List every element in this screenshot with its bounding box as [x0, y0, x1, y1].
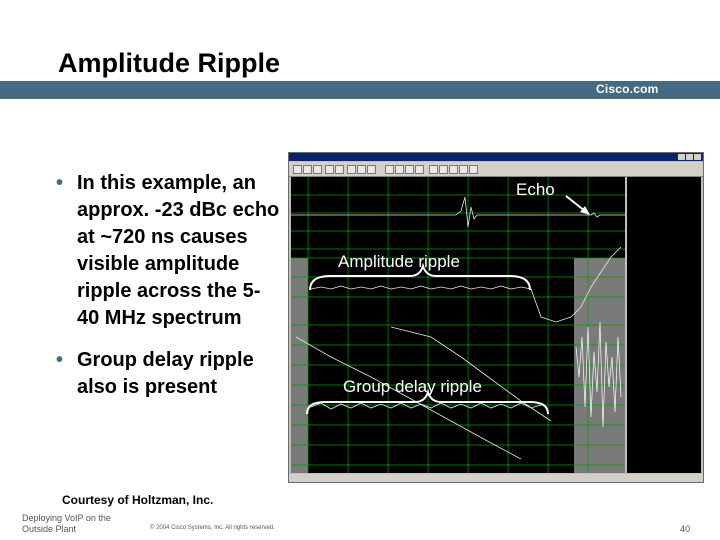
- bullet-dot-icon: •: [56, 172, 64, 194]
- slide-title: Amplitude Ripple: [58, 48, 280, 78]
- footer-presentation-title: Deploying VoIP on the Outside Plant: [22, 513, 111, 534]
- page-number: 40: [680, 524, 691, 534]
- bullet-text: In this example, an approx. -23 dBc echo at ~720 ns causes visible amplitude ripple across the 5-40 MHz spectrum: [77, 172, 280, 329]
- echo-label: Echo: [516, 180, 555, 199]
- cisco-logo-text: Cisco.com: [596, 82, 659, 96]
- group-delay-brace-icon: [307, 392, 548, 414]
- footer-copyright: © 2004 Cisco Systems, Inc. All rights reserved.: [150, 525, 275, 531]
- amplitude-ripple-label: Amplitude ripple: [338, 252, 460, 271]
- amplitude-brace-icon: [310, 266, 530, 290]
- bullet-text: Group delay ripple also is present: [77, 349, 254, 398]
- courtesy-note: Courtesy of Holtzman, Inc.: [62, 493, 214, 507]
- echo-arrow-icon: [566, 196, 585, 211]
- group-delay-ripple-label: Group delay ripple: [343, 377, 482, 396]
- bullet-dot-icon: •: [56, 349, 64, 371]
